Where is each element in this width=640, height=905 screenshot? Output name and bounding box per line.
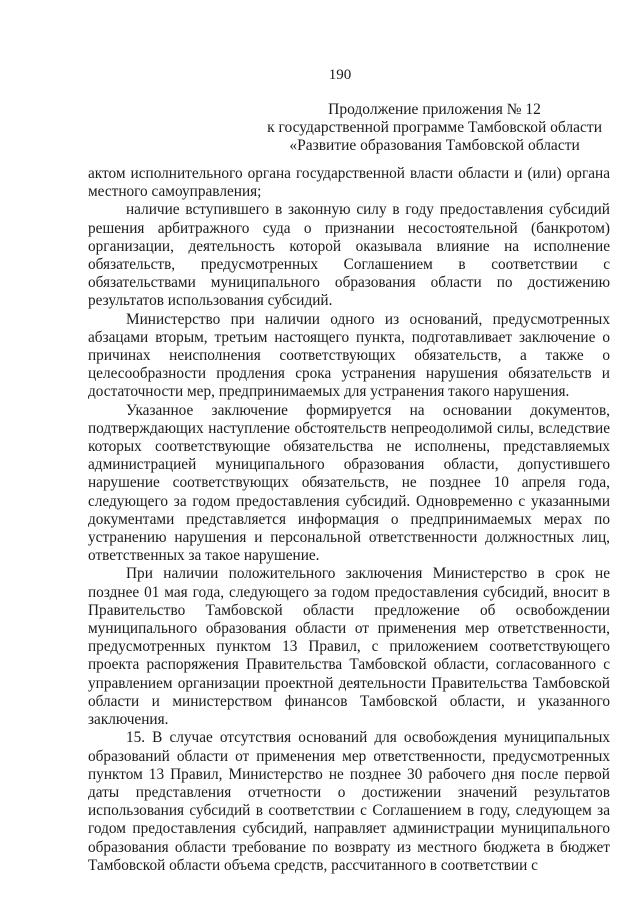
appendix-header-line-2: к государственной программе Тамбовской области [267,119,602,136]
appendix-header-line-3: «Развитие образования Тамбовской области [289,137,580,154]
paragraph: наличие вступившего в законную силу в году предоставления субсидий решения арбитражного суда о признании несостоятельной (банкротом) организации, деятельность которой оказывала влияние на исполнение обязательств, предусмотренных Соглашением в соответствии с обязательствами муниципального образования области по достижению результатов использования субсидий. [88,201,610,310]
paragraph: При наличии положительного заключения Министерство в срок не позднее 01 мая года, следующего за годом предоставления субсидий, вносит в Правительство Тамбовской области предложение об освобождении муниципального образования области от применения мер ответственности, предусмотренных пунктом 13 Правил, с приложением соответствующего проекта распоряжения Правительства Тамбовской области, согласованного с управлением организации проектной деятельности Правительства Тамбовской области и министерством финансов Тамбовской области, и указанного заключения. [88,565,610,729]
appendix-header [267,101,602,155]
page-number: 190 [328,67,352,83]
document-body [88,165,610,875]
appendix-header-line-1: Продолжение приложения № 12 [328,101,541,118]
paragraph: Министерство при наличии одного из оснований, предусмотренных абзацами вторым, третьим настоящего пункта, подготавливает заключение о причинах неисполнения соответствующих обязательств, а также о целесообразности продления срока устранения нарушения обязательств и достаточности мер, предпринимаемых для устранения такого нарушения. [88,310,610,401]
paragraph: 15. В случае отсутствия оснований для освобождения муниципальных образований области от применения мер ответственности, предусмотренных пунктом 13 Правил, Министерство не позднее 30 рабочего дня после первой даты представления отчетности о достижении значений результатов использования субсидий в соответствии с Соглашением в году, следующем за годом предоставления субсидий, направляет администрации муниципального образования области требование по возврату из местного бюджета в бюджет Тамбовской области объема средств, рассчитанного в соответствии с [88,729,610,874]
paragraph: актом исполнительного органа государственной власти области и (или) органа местного самоуправления; [88,165,610,201]
paragraph: Указанное заключение формируется на основании документов, подтверждающих наступление обстоятельств непреодолимой силы, вследствие которых соответствующие обязательства не исполнены, представляемых администрацией муниципального образования области, допустившего нарушение соответствующих обязательств, не позднее 10 апреля года, следующего за годом предоставления субсидий. Одновременно с указанными документами представляется информация о предпринимаемых мерах по устранению нарушения и персональной ответственности должностных лиц, ответственных за такое нарушение. [88,401,610,565]
